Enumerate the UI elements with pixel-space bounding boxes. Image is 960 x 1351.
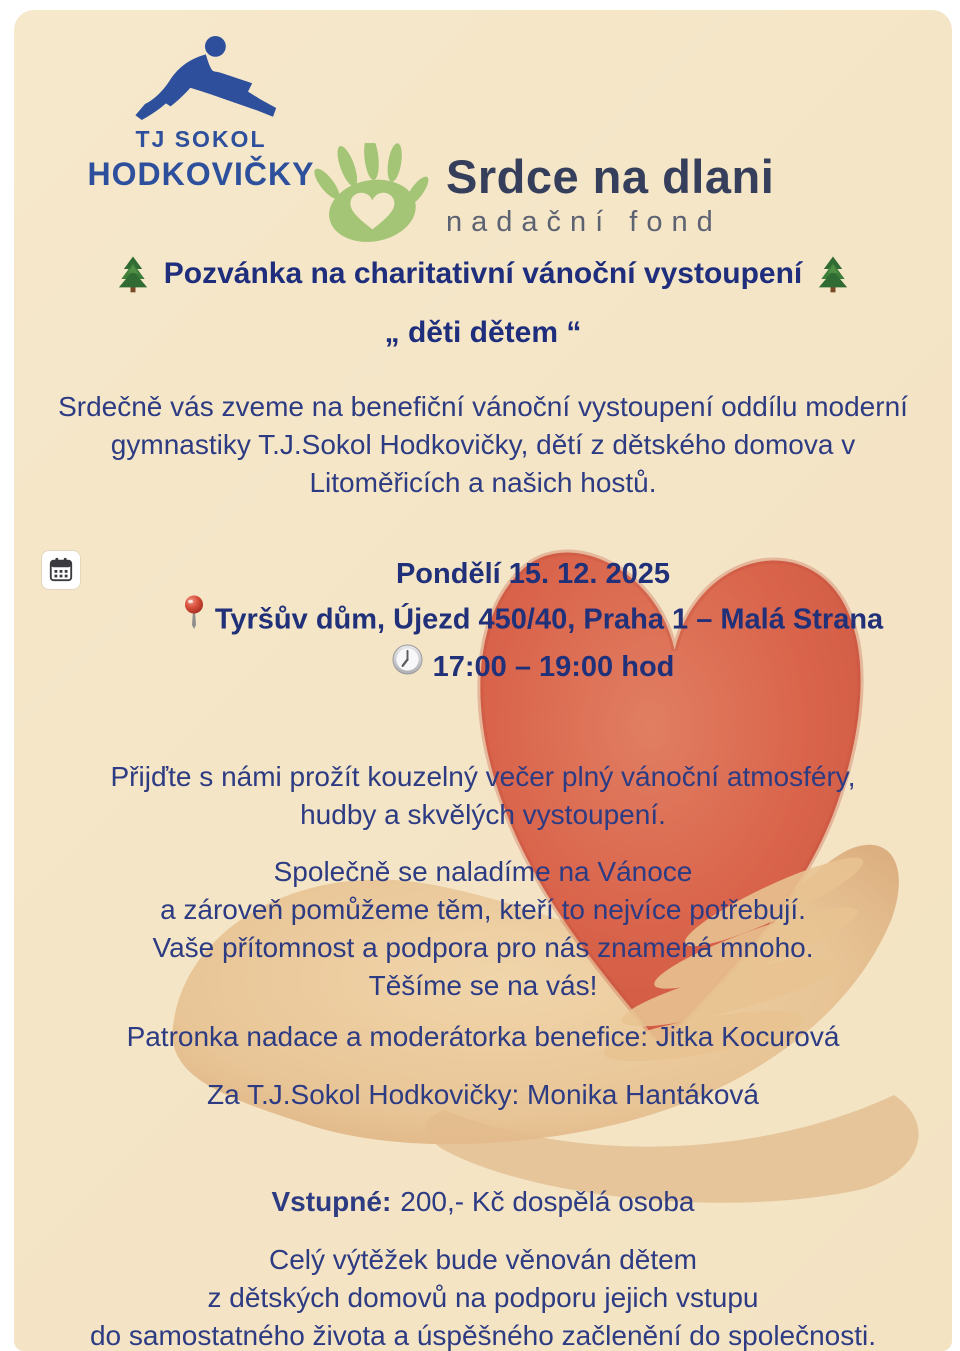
event-time: 17:00 – 19:00 hod (432, 651, 675, 683)
together-paragraph (14, 853, 952, 1005)
fund-logo-title: Srdce na dlani (446, 150, 775, 203)
invite-line: Přijďte s námi prožít kouzelný večer plný vánoční atmosféry, (110, 761, 856, 792)
page-subtitle: „ děti dětem “ (384, 316, 582, 349)
sokol-logo-line2: HODKOVIČKY (87, 156, 315, 192)
admission-value: 200,- Kč dospělá osoba (400, 1186, 695, 1217)
event-location: Tyršův dům, Újezd 450/40, Praha 1 – Malá Strana (214, 603, 884, 636)
poster-page (14, 10, 952, 1351)
christmas-tree-icon (818, 254, 848, 294)
gymnast-icon (121, 32, 281, 124)
event-location-row (64, 597, 952, 645)
admission-label: Vstupné: (271, 1186, 392, 1217)
together-line: Vaše přítomnost a podpora pro nás znamená mnoho. (152, 932, 814, 963)
event-details (64, 552, 952, 691)
closing-line: do samostatného života a úspěšného začlenění do společnosti. (89, 1320, 877, 1351)
admission-line (14, 1186, 952, 1218)
intro-line: Litoměřicích a našich hostů. (309, 467, 657, 498)
invite-paragraph (14, 758, 952, 834)
event-time-row (64, 645, 952, 691)
sokol-logo (76, 32, 326, 193)
clock-icon (392, 644, 423, 689)
patron-credit (14, 1018, 952, 1056)
patron-text: Patronka nadace a moderátorka benefice: Jitka Kocurová (126, 1021, 840, 1052)
closing-line: Celý výtěžek bude věnován dětem (268, 1244, 698, 1275)
fund-logo (312, 143, 774, 247)
hand-heart-icon (312, 143, 430, 247)
intro-paragraph (14, 388, 952, 502)
event-date: Pondělí 15. 12. 2025 (395, 558, 671, 590)
intro-line: gymnastiky T.J.Sokol Hodkovičky, dětí z dětského domova v (110, 429, 856, 460)
christmas-tree-icon (118, 254, 148, 294)
fund-logo-subtitle: nadační fond (446, 206, 722, 238)
sokol-logo-line1: TJ SOKOL (135, 126, 267, 152)
closing-paragraph (14, 1241, 952, 1351)
organizer-credit (14, 1076, 952, 1114)
main-heading-row (14, 254, 952, 294)
closing-line: z dětských domovů na podporu jejich vstupu (207, 1282, 759, 1313)
round-pushpin-icon (183, 595, 205, 643)
page-title: Pozvánka na charitativní vánoční vystoupení (163, 257, 803, 290)
intro-line: Srdečně vás zveme na benefiční vánoční vystoupení oddílu moderní (58, 391, 908, 422)
invite-line: hudby a skvělých vystoupení. (300, 799, 666, 830)
event-date-row (64, 552, 952, 597)
together-line: a zároveň pomůžeme těm, kteří to nejvíce potřebují. (160, 894, 806, 925)
organizer-text: Za T.J.Sokol Hodkovičky: Monika Hantáková (207, 1079, 759, 1110)
together-line: Těšíme se na vás! (368, 970, 598, 1001)
together-line: Společně se naladíme na Vánoce (273, 856, 693, 887)
